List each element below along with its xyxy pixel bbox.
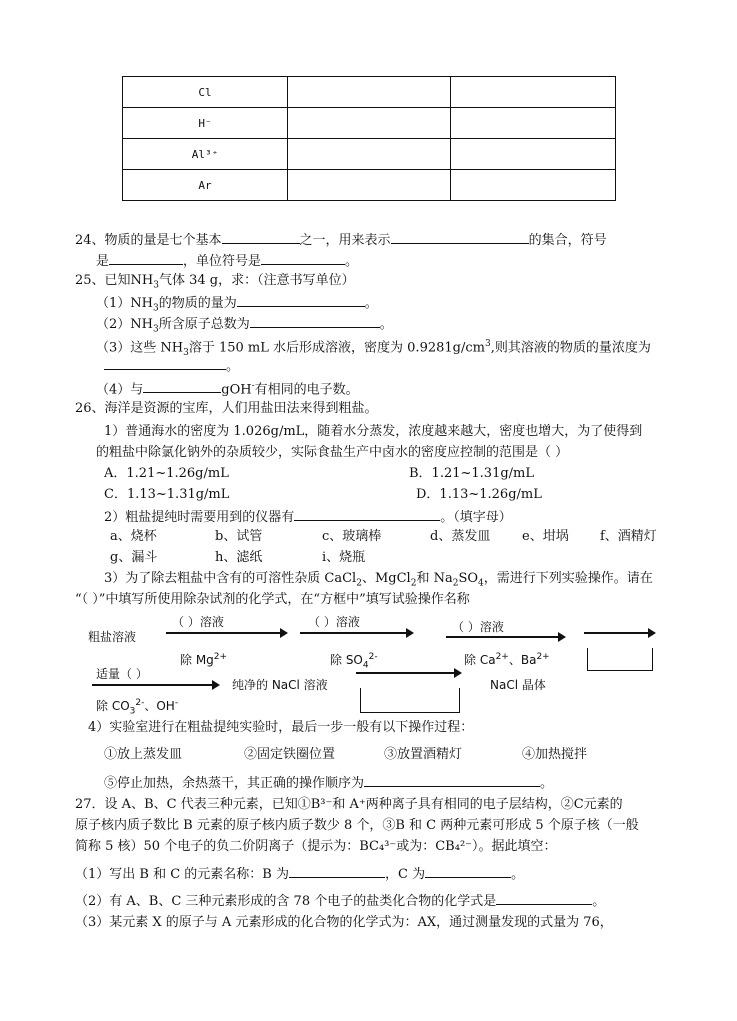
q25-text: 溶于 150 mL 水后形成溶液，密度为 0.9281g/cm (188, 340, 485, 356)
removal-label: 除 $CO_3^{2-}$、OH- (96, 698, 179, 717)
q25-part2: $(2)NH_3$所含原子总数为 。 (96, 314, 393, 339)
arrow-right-icon (584, 632, 654, 634)
answer-blank[interactable] (425, 864, 511, 878)
table-row (123, 77, 616, 108)
q27-part1 (75, 864, 524, 884)
instrument-item: h、滤纸 (215, 550, 263, 565)
arrow-right-icon (166, 632, 286, 634)
removal-text: 除 Ca (464, 653, 496, 667)
q27-text: ，C 为 (385, 867, 426, 882)
table-row (123, 139, 616, 170)
q25-part3: （3）这些 $NH_3$溶于 150 mL 水后形成溶液，密度为 $0.9281g/cm^3$,则其溶液的物质的量浓度为 (96, 339, 651, 358)
q24-line2 (96, 251, 358, 271)
q26-p3-line1: 3）为了除去粗盐中含有的可溶性杂质 CaCl$_2$、MgCl$_2$和 $Na_2SO_4$，需进行下列实验操作。请在 (104, 571, 653, 589)
q26-p4: 4）实验室进行在粗盐提纯实验时，最后一步一般有以下操作过程： (88, 720, 474, 735)
removal-text: 除 Mg (180, 653, 214, 667)
instrument-item: f、酒精灯 (600, 529, 657, 544)
q26-intro: 26、海洋是资源的宝库，人们用盐田法来得到粗盐。 (75, 401, 378, 416)
answer-blank[interactable] (289, 864, 385, 878)
removal-text: 除 SO (330, 653, 363, 667)
answer-blank[interactable] (250, 314, 380, 328)
step-item: ③放置酒精灯 (384, 747, 463, 762)
table-row (123, 108, 616, 139)
table-cell: H⁻ (123, 108, 288, 139)
q24-text: 的集合，符号 (528, 233, 607, 248)
q26-text: 3）为了除去粗盐中含有的可溶性杂质 CaCl (104, 571, 357, 586)
step-item: ②固定铁圈位置 (244, 747, 336, 762)
q26-text: ⑤停止加热，余热蒸干，其正确的操作顺序为 (104, 776, 365, 791)
arrow-right-icon (300, 632, 412, 634)
q27-line1: 27．设 A、B、C 代表三种元素，已知①B³⁻和 A⁺两种离子具有相同的电子层结构，②C元素的 (75, 797, 623, 812)
q25-text: 25、已知NH (75, 273, 154, 288)
answer-blank[interactable] (143, 379, 221, 393)
q25-text: （2）NH (96, 317, 153, 332)
q26-text: SO (458, 571, 479, 586)
removal-label: 除 $Mg^{2+}$ (180, 652, 228, 667)
table-cell (451, 139, 616, 170)
instrument-item: i、烧瓶 (322, 550, 366, 565)
answer-blank[interactable] (294, 507, 440, 521)
reagent-paren[interactable]: （ ）溶液 (452, 620, 504, 634)
removal-text: 、OH (144, 699, 175, 713)
instrument-item: a、烧杯 (110, 529, 157, 544)
q24-text: 之一，用来表示 (299, 233, 391, 248)
instrument-item: e、坩埚 (522, 529, 569, 544)
q26-p1-line1: 1）普通海水的密度为 1.026g/mL，随着水分蒸发，浓度越来越大，密度也增大，为了使得到 (104, 424, 643, 439)
step-item: ④加热搅拌 (522, 747, 588, 762)
answer-blank[interactable] (391, 230, 529, 244)
instrument-item: g、漏斗 (110, 550, 158, 565)
operation-box[interactable] (587, 648, 653, 671)
pure-solution-label: 纯净的 NaCl 溶液 (232, 678, 328, 692)
crystal-label: NaCl 晶体 (490, 678, 546, 692)
q26-text: 。（填字母） (440, 510, 512, 525)
answer-blank[interactable] (364, 773, 540, 787)
reagent-paren[interactable]: （ ）溶液 (308, 615, 360, 629)
option-b[interactable]: B．1.21~1.31g/mL (409, 466, 534, 481)
q26-p2 (104, 507, 512, 527)
q27-part3: （3）某元素 X 的原子与 A 元素形成的化合物的化学式为：AX，通过测量发现的式量为 76， (75, 915, 613, 930)
q26-p1-line2: 的粗盐中除氯化钠外的杂质较少，实际食盐生产中卤水的密度应控制的范围是（ ） (96, 445, 569, 460)
removal-label: 除 $SO_4^{2-}$ (330, 652, 378, 671)
table-cell: Cl (123, 77, 288, 108)
instrument-item: d、蒸发皿 (430, 529, 491, 544)
q25-text: ,则其溶液的物质的量浓度为 (490, 340, 651, 356)
removal-text: 、Ba (508, 653, 537, 667)
q27-text: （1）写出 B 和 C 的元素名称：B 为 (75, 867, 289, 882)
q27-line3: 简称 5 核）50 个电子的负二价阴离子（提示为：BC₄³⁻或为：CB₄²⁻）。据此填空： (75, 839, 557, 854)
table-cell: Ar (123, 170, 288, 201)
q25-text: 气体 34 g，求：（注意书写单位） (159, 273, 355, 288)
answer-blank[interactable] (222, 230, 300, 244)
step-item: ①放上蒸发皿 (104, 747, 183, 762)
q27-text: （2）有 A、B、C 三种元素形成的含 78 个电子的盐类化合物的化学式是 (75, 894, 497, 909)
q25-text: 。 (364, 296, 378, 311)
arrow-right-icon (356, 672, 460, 674)
table-cell (451, 170, 616, 201)
arrow-right-icon (92, 684, 218, 686)
reagent-paren[interactable]: 适量（ ） (96, 667, 148, 681)
removal-text: 3 (129, 706, 136, 717)
removal-text: 4 (362, 660, 369, 671)
table-cell (451, 77, 616, 108)
q25-part1: $(1)NH_3$的物质的量为 。 (96, 293, 378, 318)
instrument-item: b、试管 (215, 529, 263, 544)
q26-p3-line2: “（ ）”中填写所使用除杂试剂的化学式，在“方框中”填写试验操作名称 (75, 592, 470, 607)
removal-label: 除 $Ca^{2+}$、$Ba^{2+}$ (464, 652, 550, 667)
option-d[interactable]: D．1.13~1.26g/mL (416, 487, 542, 502)
table-cell (288, 108, 451, 139)
q26-text: ，需进行下列实验操作。请在 (483, 571, 653, 586)
q27-part2 (75, 891, 605, 911)
arrow-right-icon (446, 636, 564, 638)
q24-text: 是 (96, 254, 110, 269)
q25-text: gOH (221, 382, 252, 398)
q26-text: 2）粗盐提纯时需要用到的仪器有 (104, 510, 295, 525)
q26-text: 。 (540, 776, 554, 791)
q27-line2: 原子核内质子数比 B 元素的原子核内质子数少 8 个，③B 和 C 两种元素可形成 5 个原子核（一般 (75, 818, 639, 833)
q25-text: （1）NH (96, 296, 153, 311)
reagent-paren[interactable]: （ ）溶液 (172, 615, 224, 629)
answer-blank[interactable] (237, 293, 365, 307)
answer-blank[interactable] (104, 356, 226, 370)
q26-text: 、MgCl (361, 571, 411, 586)
q25-intro: 25、已知$NH_3$气体 34 g，求：（注意书写单位） (75, 273, 355, 291)
q25-part4: （4）与 gOH-有相同的电子数。 (96, 381, 359, 398)
removal-text: 除 CO (96, 699, 130, 713)
ion-table (122, 76, 616, 201)
answer-blank[interactable] (109, 251, 183, 265)
q27-text: 。 (511, 867, 525, 882)
table-cell (451, 108, 616, 139)
table-row (123, 170, 616, 201)
q26-text: 和 Na (416, 571, 453, 586)
q25-text: （4）与 (96, 382, 144, 398)
q25-text: 。 (226, 359, 240, 374)
q25-text: （3）这些 NH (96, 340, 184, 356)
q27-text: 。 (592, 894, 606, 909)
q26-step5 (104, 773, 553, 793)
table-cell (288, 170, 451, 201)
q24-text: 。 (345, 254, 359, 269)
q24-text: 24、物质的量是七个基本 (75, 233, 222, 248)
q25-text: 所含原子总数为 (158, 317, 250, 332)
table-cell (288, 139, 451, 170)
q24-text: ，单位符号是 (183, 254, 262, 269)
q25-text: 有相同的电子数。 (254, 382, 359, 398)
q25-text: 。 (379, 317, 393, 332)
instrument-item: c、玻璃棒 (322, 529, 382, 544)
flow-start-label: 粗盐溶液 (88, 630, 137, 644)
answer-blank[interactable] (261, 251, 345, 265)
operation-box[interactable] (360, 688, 460, 713)
q25-text: 的物质的量为 (158, 296, 237, 311)
q25-part3-answer (104, 356, 239, 376)
table-cell (288, 77, 451, 108)
answer-blank[interactable] (496, 891, 592, 905)
option-a[interactable]: A．1.21~1.26g/mL (104, 466, 229, 481)
q24-line1 (75, 230, 607, 250)
table-cell: Al³⁺ (123, 139, 288, 170)
option-c[interactable]: C．1.13~1.31g/mL (104, 487, 230, 502)
